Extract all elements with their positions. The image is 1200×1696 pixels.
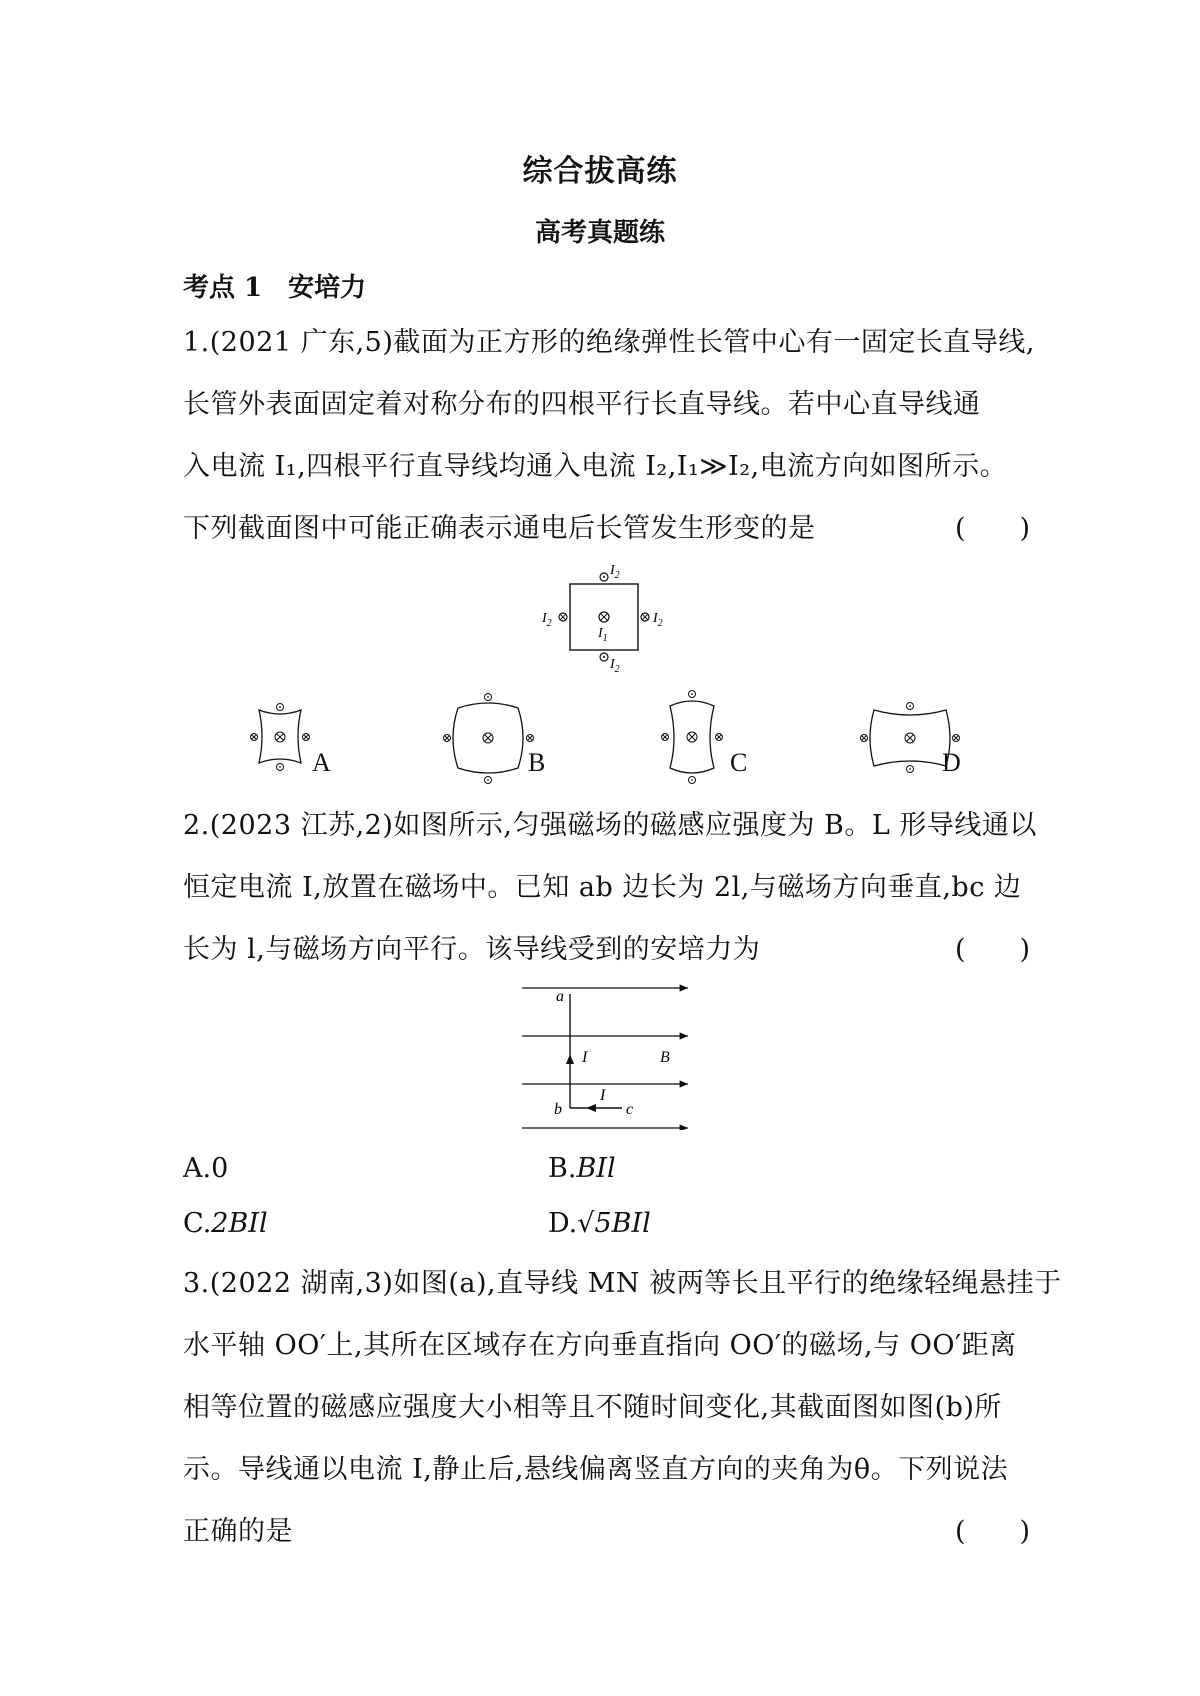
q3-line: 水平轴 OO′上,其所在区域存在方向垂直指向 OO′的磁场,与 OO′距离: [183, 1330, 1017, 1361]
q1-line: 长管外表面固定着对称分布的四根平行长直导线。若中心直导线通: [183, 389, 981, 420]
q1-option-b-figure: [440, 688, 540, 788]
q2-answer-paren: ( ): [955, 934, 1031, 965]
page-title: 综合拔高练: [522, 154, 678, 189]
q1-line: 入电流 I₁,四根平行直导线均通入电流 I₂,I₁≫I₂,电流方向如图所示。: [183, 451, 1008, 482]
q2-option-c: C.2BIl: [183, 1208, 268, 1239]
q3-line: 3.(2022 湖南,3)如图(a),直导线 MN 被两等长且平行的绝缘轻绳悬挂于: [183, 1268, 1062, 1299]
q2-option-d: D.√5BIl: [548, 1208, 651, 1239]
q3-line: 示。导线通以电流 I,静止后,悬线偏离竖直方向的夹角为θ。下列说法: [183, 1454, 1009, 1485]
q2-field-figure: [520, 980, 700, 1130]
label-a: a: [556, 988, 564, 1005]
q2-line: 2.(2023 江苏,2)如图所示,匀强磁场的磁感应强度为 B。L 形导线通以: [183, 810, 1037, 841]
q2-option-a: A.0: [183, 1153, 229, 1184]
q1-label-i1-center: $I_1$: [598, 626, 608, 644]
q1-main-figure: [540, 556, 680, 676]
q1-option-a-figure: [243, 693, 323, 783]
q2-option-b: B.BIl: [548, 1153, 616, 1184]
q1-option-d-label: D: [942, 748, 961, 777]
q3-line: 正确的是: [183, 1516, 293, 1547]
q1-answer-paren: ( ): [955, 513, 1031, 544]
current-arrow-up: [566, 1054, 574, 1064]
q1-option-a-label: A: [312, 748, 331, 777]
q1-label-i2-left: $I_2$: [542, 611, 552, 629]
q2-line: 恒定电流 I,放置在磁场中。已知 ab 边长为 2l,与磁场方向垂直,bc 边: [183, 872, 1022, 903]
q1-option-c-figure: [656, 686, 736, 786]
q1-label-i2-right: $I_2$: [653, 611, 663, 629]
q1-line: 下列截面图中可能正确表示通电后长管发生形变的是: [183, 513, 816, 544]
q3-answer-paren: ( ): [955, 1516, 1031, 1547]
q1-label-i2-bottom: $I_2$: [610, 657, 620, 675]
label-c: c: [626, 1101, 634, 1118]
q1-label-i2-top: $I_2$: [610, 563, 620, 581]
q1-line: 1.(2021 广东,5)截面为正方形的绝缘弹性长管中心有一固定长直导线,: [183, 327, 1035, 358]
q2-line: 长为 l,与磁场方向平行。该导线受到的安培力为: [183, 934, 761, 965]
label-current-vertical: I: [582, 1049, 588, 1066]
q1-option-b-label: B: [528, 748, 546, 777]
q1-option-c-label: C: [730, 748, 748, 777]
q3-line: 相等位置的磁感应强度大小相等且不随时间变化,其截面图如图(b)所: [183, 1392, 1002, 1423]
current-arrow-left: [586, 1104, 596, 1112]
label-current-horizontal: I: [600, 1087, 606, 1104]
section-heading: 考点 1 安培力: [183, 273, 367, 303]
label-b: b: [554, 1101, 562, 1118]
page-subtitle: 高考真题练: [534, 218, 665, 248]
label-field-b: B: [660, 1049, 670, 1066]
